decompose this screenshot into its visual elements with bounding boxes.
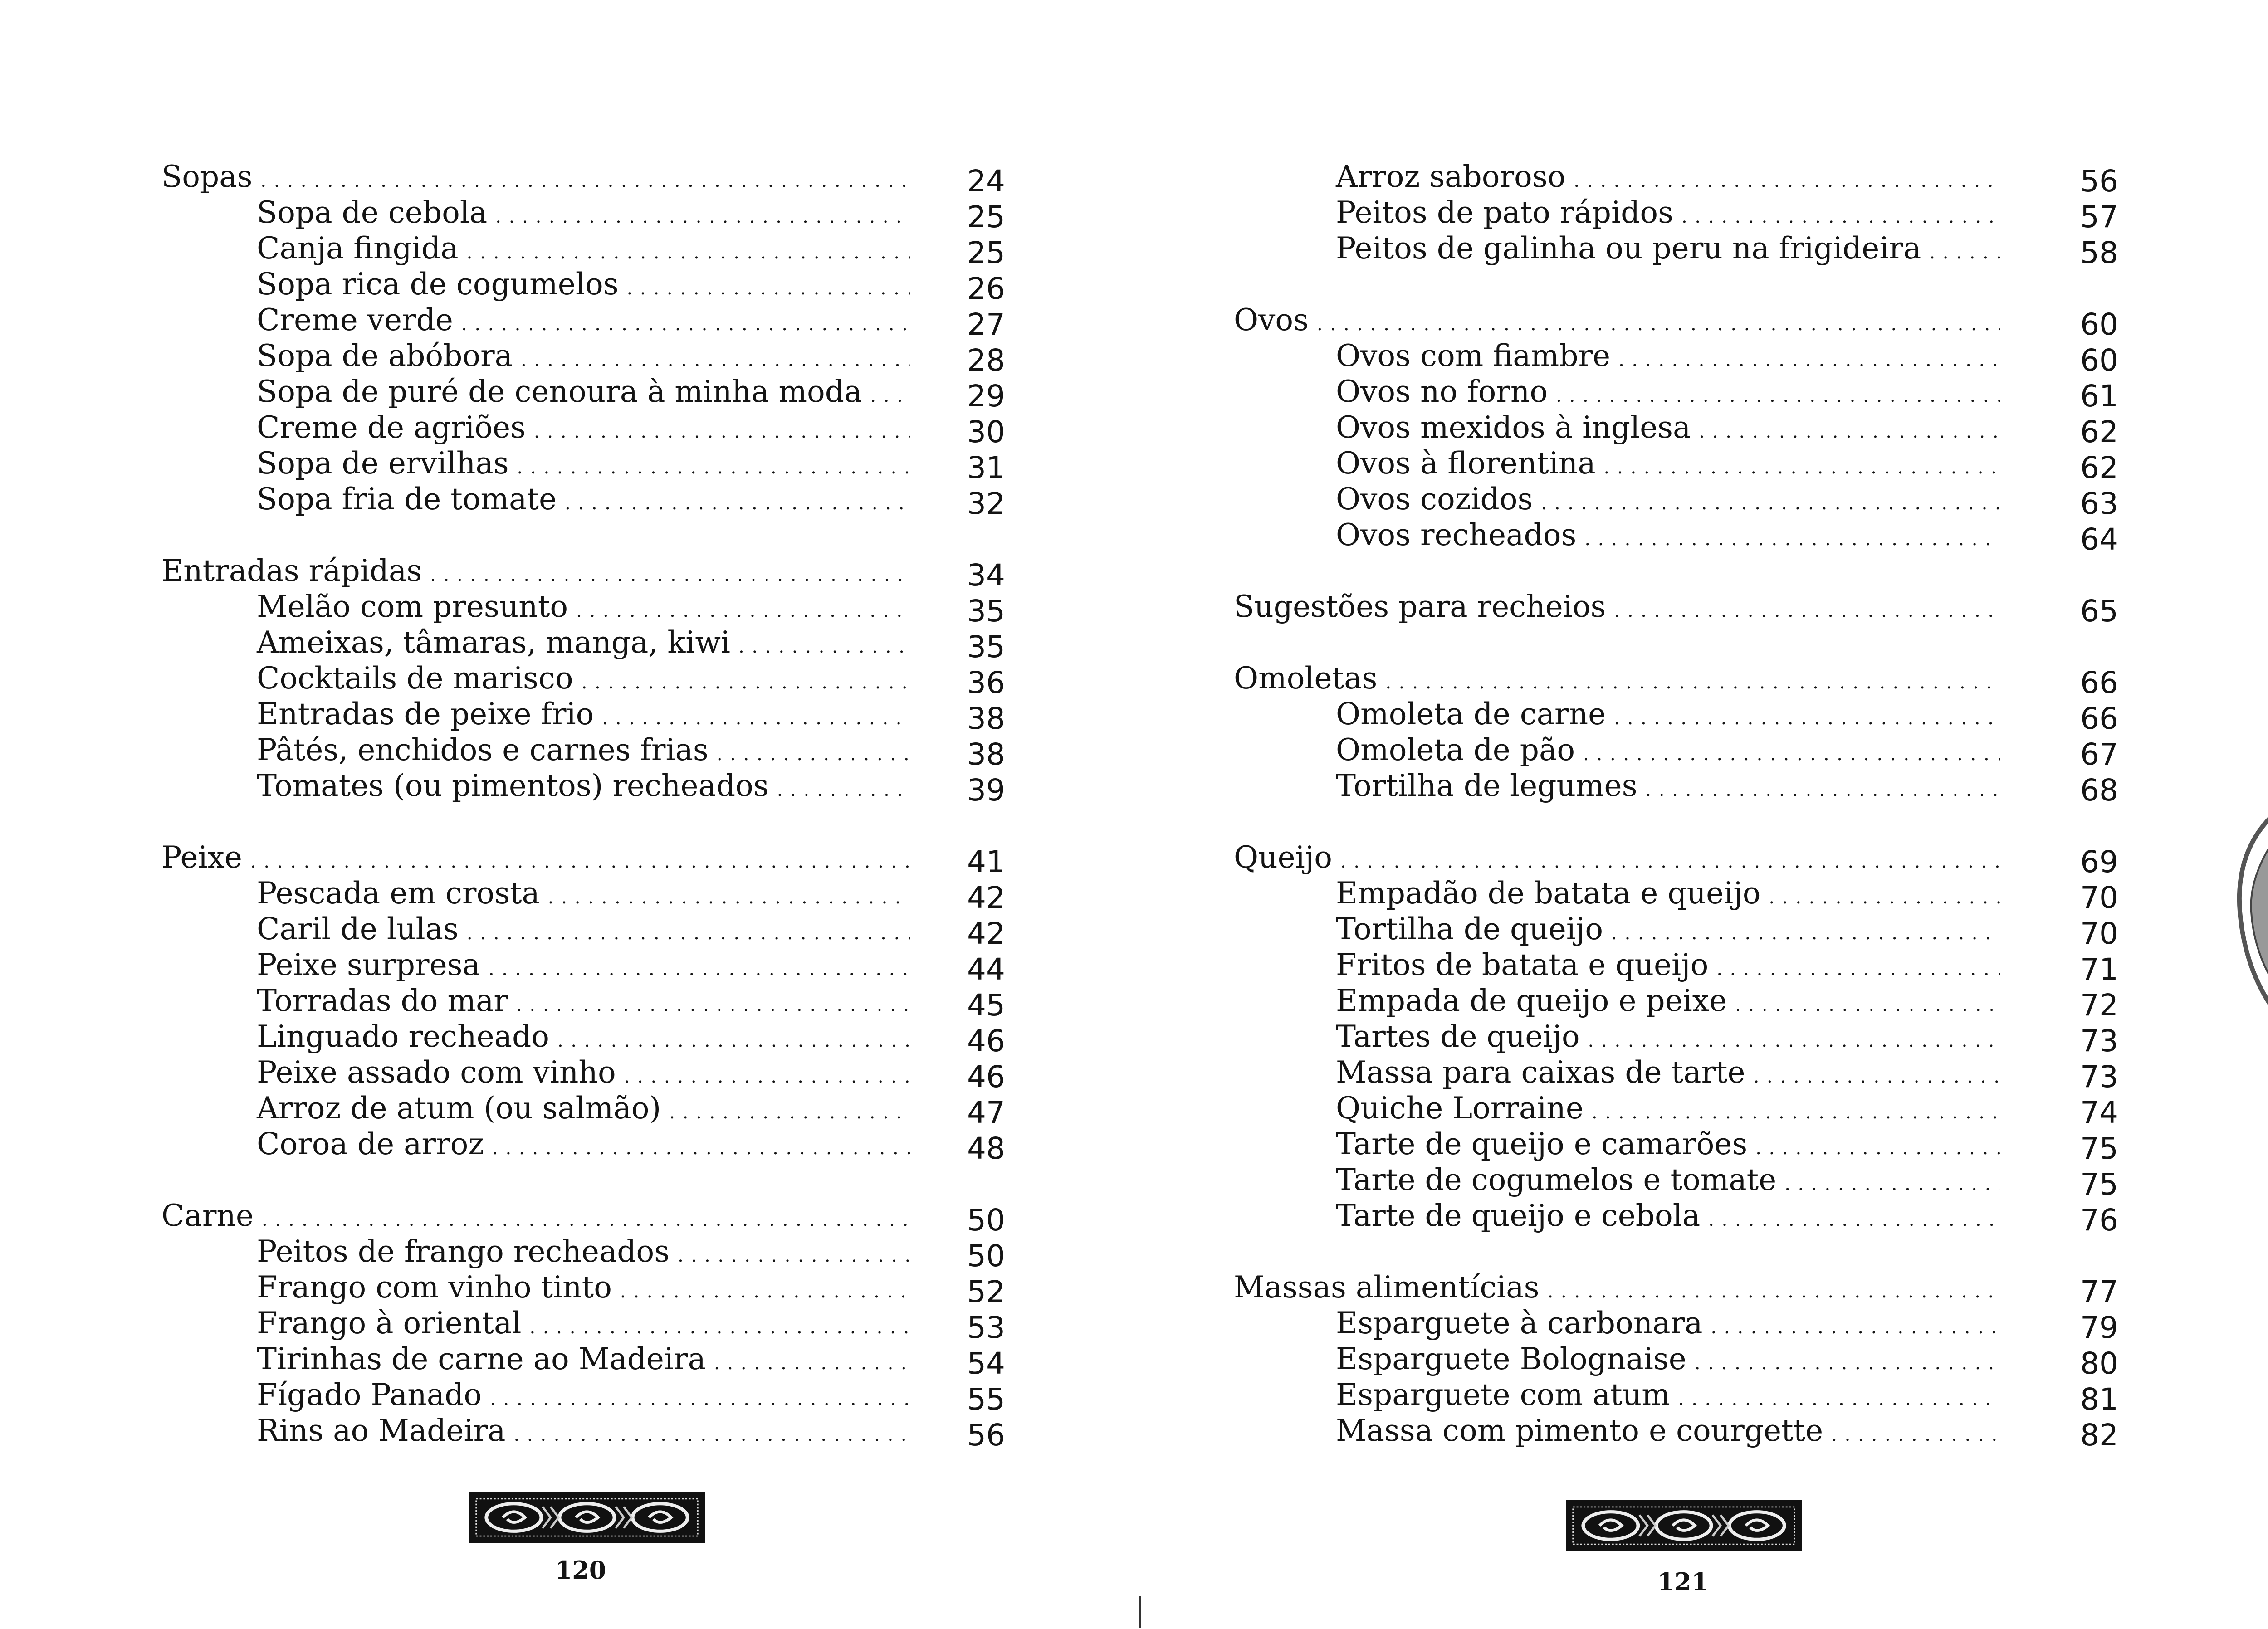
dot-leader — [565, 481, 910, 522]
toc-subentry — [1234, 1091, 2209, 1131]
table-of-contents-left — [161, 159, 1023, 1453]
toc-entry-page: 27 — [967, 307, 1005, 342]
toc-entry-page: 25 — [967, 200, 1005, 234]
toc-entry-page: 24 — [967, 164, 1005, 199]
toc-entry-page: 68 — [2080, 773, 2118, 808]
toc-entry-label: Melão com presunto — [257, 589, 568, 624]
toc-entry-label: Pescada em crosta — [257, 876, 540, 911]
toc-entry-page: 38 — [967, 701, 1005, 736]
toc-subentry — [1234, 231, 2209, 271]
toc-entry-page: 44 — [967, 952, 1005, 987]
page-number-left: 120 — [555, 1556, 606, 1585]
toc-subentry — [161, 876, 1023, 916]
toc-entry-label: Ovos — [1234, 302, 1309, 337]
toc-entry-page: 56 — [967, 1418, 1005, 1453]
dot-leader — [1583, 732, 2000, 772]
toc-entry-page: 69 — [2080, 844, 2118, 879]
dot-leader — [582, 660, 910, 701]
dot-leader — [1614, 696, 2000, 736]
dot-leader — [1754, 1054, 2000, 1095]
toc-entry-label: Tortilha de queijo — [1336, 912, 1603, 946]
toc-subentry — [1234, 338, 2209, 378]
dot-leader — [1755, 1126, 2000, 1166]
toc-entry-page: 41 — [967, 844, 1005, 879]
toc-entry-label: Tarte de queijo e camarões — [1336, 1127, 1748, 1161]
toc-entry-page: 60 — [2080, 343, 2118, 378]
dot-leader — [714, 1341, 910, 1381]
dot-leader — [1716, 947, 2000, 987]
toc-entry-page: 61 — [2080, 379, 2118, 414]
toc-subentry — [161, 1091, 1023, 1131]
toc-entry-label: Ovos recheados — [1336, 517, 1577, 552]
toc-subentry — [161, 482, 1023, 522]
toc-entry-label: Tartes de queijo — [1336, 1019, 1580, 1054]
dot-leader — [557, 1019, 910, 1059]
toc-entry-page: 39 — [967, 773, 1005, 808]
toc-entry-label: Torradas do mar — [257, 983, 508, 1018]
dot-leader — [489, 947, 910, 987]
dot-leader — [467, 911, 910, 951]
toc-entry-page: 63 — [2080, 486, 2118, 521]
toc-entry-page: 71 — [2080, 952, 2118, 987]
toc-subentry — [161, 267, 1023, 307]
dot-leader — [490, 1377, 910, 1417]
toc-subentry — [1234, 983, 2209, 1023]
toc-section-heading — [161, 840, 1023, 880]
toc-subentry — [1234, 1019, 2209, 1059]
toc-entry-label: Esparguete Bolognaise — [1336, 1341, 1686, 1376]
toc-entry-page: 70 — [2080, 916, 2118, 951]
dot-leader — [738, 624, 910, 665]
toc-entry-page: 53 — [967, 1310, 1005, 1345]
toc-entry-page: 74 — [2080, 1095, 2118, 1130]
toc-section-heading — [1234, 840, 2209, 880]
toc-entry-label: Fritos de batata e queijo — [1336, 947, 1709, 982]
toc-entry-page: 70 — [2080, 880, 2118, 915]
dot-leader — [495, 195, 910, 235]
toc-entry-label: Peitos de frango recheados — [257, 1234, 670, 1269]
toc-entry-label: Caril de lulas — [257, 912, 459, 946]
toc-entry-page: 55 — [967, 1382, 1005, 1417]
dot-leader — [717, 732, 910, 772]
dot-leader — [548, 875, 910, 916]
toc-entry-label: Massa com pimento e courgette — [1336, 1413, 1823, 1448]
dot-leader — [1678, 1377, 2000, 1417]
dot-leader — [529, 1305, 910, 1346]
toc-entry-label: Peitos de galinha ou peru na frigideira — [1336, 231, 1921, 266]
toc-entry-page: 57 — [2080, 200, 2118, 234]
toc-subentry — [161, 732, 1023, 772]
toc-entry-label: Omoletas — [1234, 661, 1378, 696]
toc-section-heading — [1234, 302, 2209, 342]
toc-entry-page: 48 — [967, 1131, 1005, 1166]
toc-subentry — [161, 446, 1023, 486]
toc-subentry — [161, 625, 1023, 665]
toc-entry-page: 30 — [967, 415, 1005, 449]
toc-entry-label: Peixe assado com vinho — [257, 1055, 616, 1090]
toc-entry-label: Tomates (ou pimentos) recheados — [257, 768, 769, 803]
toc-subentry — [161, 589, 1023, 629]
toc-entry-label: Ovos mexidos à inglesa — [1336, 410, 1691, 445]
toc-entry-label: Tarte de queijo e cebola — [1336, 1198, 1701, 1233]
dot-leader — [1699, 410, 2000, 450]
dot-leader — [1708, 1198, 2000, 1238]
toc-entry-label: Ovos com fiambre — [1336, 338, 1611, 373]
toc-entry-label: Cocktails de marisco — [257, 661, 573, 696]
toc-entry-label: Empada de queijo e peixe — [1336, 983, 1727, 1018]
toc-subentry — [161, 231, 1023, 271]
toc-subentry — [1234, 912, 2209, 951]
dot-leader — [1681, 195, 2000, 235]
toc-entry-page: 56 — [2080, 164, 2118, 199]
dot-leader — [461, 302, 910, 342]
toc-section-heading — [1234, 661, 2209, 701]
toc-subentry — [161, 1377, 1023, 1417]
dot-leader — [1645, 768, 2000, 808]
page-edge-clip-icon — [2226, 816, 2268, 1007]
toc-entry-label: Tirinhas de carne ao Madeira — [257, 1341, 706, 1376]
dot-leader — [262, 1198, 910, 1238]
toc-entry-page: 38 — [967, 737, 1005, 772]
toc-entry-label: Tarte de cogumelos e tomate — [1336, 1162, 1777, 1197]
toc-entry-label: Omoleta de carne — [1336, 697, 1606, 732]
toc-entry-page: 54 — [967, 1346, 1005, 1381]
toc-entry-label: Peixe — [161, 840, 242, 875]
toc-subentry — [161, 983, 1023, 1023]
toc-entry-page: 64 — [2080, 522, 2118, 557]
dot-leader — [624, 1054, 910, 1095]
toc-subentry — [161, 1306, 1023, 1346]
toc-subentry — [1234, 947, 2209, 987]
toc-section-heading — [1234, 589, 2209, 629]
toc-subentry — [161, 1413, 1023, 1453]
toc-entry-label: Massas alimentícias — [1234, 1270, 1540, 1305]
toc-entry-label: Quiche Lorraine — [1336, 1091, 1584, 1126]
toc-subentry — [1234, 697, 2209, 736]
toc-entry-page: 28 — [967, 343, 1005, 378]
toc-section-heading — [161, 553, 1023, 593]
dot-leader — [1695, 1341, 2000, 1381]
toc-entry-label: Entradas de peixe frio — [257, 697, 594, 732]
dot-leader — [1611, 911, 2000, 951]
toc-entry-page: 62 — [2080, 415, 2118, 449]
dot-leader — [1604, 445, 2000, 486]
toc-entry-label: Sopa de abóbora — [257, 338, 513, 373]
toc-subentry — [1234, 482, 2209, 522]
toc-entry-label: Ovos à florentina — [1336, 446, 1596, 481]
toc-subentry — [161, 195, 1023, 235]
dot-leader — [1588, 1019, 2000, 1059]
toc-subentry — [1234, 1055, 2209, 1095]
decorative-swirl-band-icon — [1566, 1500, 1802, 1551]
toc-entry-page: 66 — [2080, 665, 2118, 700]
toc-entry-label: Empadão de batata e queijo — [1336, 876, 1761, 911]
toc-entry-label: Creme de agriões — [257, 410, 526, 445]
toc-entry-page: 75 — [2080, 1131, 2118, 1166]
dot-leader — [1541, 481, 2000, 522]
toc-subentry — [161, 338, 1023, 378]
toc-entry-label: Sopa de cebola — [257, 195, 488, 230]
toc-subentry — [1234, 446, 2209, 486]
toc-entry-label: Sopa de puré de cenoura à minha moda — [257, 374, 862, 409]
toc-entry-page: 67 — [2080, 737, 2118, 772]
toc-subentry — [161, 410, 1023, 450]
toc-entry-page: 72 — [2080, 988, 2118, 1023]
toc-subentry — [1234, 159, 2209, 199]
dot-leader — [492, 1126, 910, 1166]
toc-entry-page: 58 — [2080, 235, 2118, 270]
toc-entry-page: 42 — [967, 916, 1005, 951]
toc-entry-page: 81 — [2080, 1382, 2118, 1417]
toc-subentry — [161, 912, 1023, 951]
toc-entry-page: 29 — [967, 379, 1005, 414]
toc-subentry — [161, 302, 1023, 342]
dot-leader — [513, 1413, 910, 1453]
toc-entry-page: 34 — [967, 558, 1005, 593]
dot-leader — [870, 374, 910, 414]
page-number-right: 121 — [1657, 1567, 1709, 1596]
toc-subentry — [161, 1234, 1023, 1274]
spine-mark — [1139, 1596, 1141, 1628]
toc-subentry — [161, 1127, 1023, 1166]
dot-leader — [1317, 302, 2000, 342]
dot-leader — [669, 1090, 910, 1131]
dot-leader — [1385, 660, 2000, 701]
dot-leader — [1592, 1090, 2000, 1131]
toc-entry-page: 36 — [967, 665, 1005, 700]
dot-leader — [777, 768, 910, 808]
toc-subentry — [1234, 1162, 2209, 1202]
toc-entry-page: 35 — [967, 629, 1005, 664]
toc-subentry — [1234, 876, 2209, 916]
dot-leader — [1784, 1162, 2000, 1202]
toc-subentry — [161, 1270, 1023, 1310]
dot-leader — [516, 983, 910, 1023]
toc-subentry — [1234, 1377, 2209, 1417]
toc-entry-page: 31 — [967, 450, 1005, 485]
dot-leader — [627, 266, 910, 307]
dot-leader — [467, 230, 910, 271]
toc-entry-label: Peixe surpresa — [257, 947, 480, 982]
toc-entry-label: Arroz de atum (ou salmão) — [257, 1091, 661, 1126]
toc-entry-label: Arroz saboroso — [1336, 159, 1566, 194]
dot-leader — [250, 839, 910, 880]
toc-entry-label: Linguado recheado — [257, 1019, 549, 1054]
toc-entry-label: Massa para caixas de tarte — [1336, 1055, 1745, 1090]
dot-leader — [1831, 1413, 2000, 1453]
toc-subentry — [1234, 1341, 2209, 1381]
toc-entry-label: Ovos no forno — [1336, 374, 1548, 409]
toc-entry-label: Sopa fria de tomate — [257, 482, 557, 517]
right-page — [1136, 0, 2268, 1629]
toc-subentry — [161, 1055, 1023, 1095]
toc-subentry — [161, 1019, 1023, 1059]
toc-entry-label: Entradas rápidas — [161, 553, 422, 588]
dot-leader — [602, 696, 910, 736]
toc-entry-page: 46 — [967, 1024, 1005, 1058]
toc-entry-page: 65 — [2080, 594, 2118, 629]
table-of-contents-right — [1234, 159, 2209, 1453]
section-gap — [1234, 808, 2209, 844]
dot-leader — [534, 410, 910, 450]
dot-leader — [576, 589, 910, 629]
toc-entry-label: Tortilha de legumes — [1336, 768, 1637, 803]
section-gap — [1234, 557, 2209, 593]
toc-entry-page: 46 — [967, 1059, 1005, 1094]
dot-leader — [1340, 839, 2000, 880]
toc-entry-page: 66 — [2080, 701, 2118, 736]
toc-subentry — [1234, 1413, 2209, 1453]
toc-entry-page: 76 — [2080, 1203, 2118, 1238]
dot-leader — [517, 445, 910, 486]
toc-entry-label: Peitos de pato rápidos — [1336, 195, 1673, 230]
dot-leader — [430, 553, 910, 593]
decorative-swirl-band-icon — [469, 1492, 705, 1543]
toc-section-heading — [161, 1198, 1023, 1238]
toc-entry-page: 26 — [967, 271, 1005, 306]
toc-subentry — [1234, 410, 2209, 450]
toc-entry-label: Canja fingida — [257, 231, 459, 266]
toc-entry-page: 73 — [2080, 1024, 2118, 1058]
toc-entry-label: Ovos cozidos — [1336, 482, 1533, 517]
toc-entry-page: 80 — [2080, 1346, 2118, 1381]
section-gap — [1234, 1238, 2209, 1274]
toc-subentry — [161, 374, 1023, 414]
toc-subentry — [1234, 517, 2209, 557]
toc-entry-page: 25 — [967, 235, 1005, 270]
toc-entry-page: 52 — [967, 1274, 1005, 1309]
dot-leader — [1614, 589, 2000, 629]
toc-entry-label: Frango à oriental — [257, 1306, 522, 1341]
toc-entry-page: 73 — [2080, 1059, 2118, 1094]
toc-entry-label: Esparguete à carbonara — [1336, 1306, 1703, 1341]
dot-leader — [1556, 374, 2000, 414]
toc-subentry — [161, 768, 1023, 808]
toc-subentry — [1234, 1198, 2209, 1238]
toc-entry-label: Sopa de ervilhas — [257, 446, 509, 481]
toc-entry-page: 60 — [2080, 307, 2118, 342]
toc-entry-label: Esparguete com atum — [1336, 1377, 1670, 1412]
toc-entry-page: 79 — [2080, 1310, 2118, 1345]
toc-subentry — [1234, 1127, 2209, 1166]
section-gap — [1234, 271, 2209, 307]
toc-entry-page: 50 — [967, 1239, 1005, 1273]
section-gap — [161, 522, 1023, 557]
toc-entry-page: 50 — [967, 1203, 1005, 1238]
dot-leader — [1584, 517, 2000, 557]
dot-leader — [260, 159, 910, 199]
dot-leader — [1769, 875, 2000, 916]
toc-subentry — [161, 697, 1023, 736]
toc-entry-page: 62 — [2080, 450, 2118, 485]
toc-entry-page: 75 — [2080, 1167, 2118, 1202]
toc-subentry — [1234, 1306, 2209, 1346]
dot-leader — [1929, 230, 2000, 271]
dot-leader — [521, 338, 910, 378]
toc-entry-label: Creme verde — [257, 302, 453, 337]
toc-subentry — [161, 1341, 1023, 1381]
toc-entry-label: Pâtés, enchidos e carnes frias — [257, 732, 709, 767]
toc-entry-label: Frango com vinho tinto — [257, 1270, 612, 1305]
toc-entry-label: Omoleta de pão — [1336, 732, 1575, 767]
toc-entry-page: 32 — [967, 486, 1005, 521]
toc-entry-page: 47 — [967, 1095, 1005, 1130]
dot-leader — [1618, 338, 2000, 378]
toc-entry-page: 77 — [2080, 1274, 2118, 1309]
dot-leader — [1574, 159, 2000, 199]
toc-entry-page: 42 — [967, 880, 1005, 915]
toc-entry-label: Sugestões para recheios — [1234, 589, 1606, 624]
toc-subentry — [161, 947, 1023, 987]
toc-subentry — [1234, 732, 2209, 772]
toc-subentry — [1234, 768, 2209, 808]
toc-subentry — [1234, 195, 2209, 235]
dot-leader — [678, 1234, 910, 1274]
toc-entry-label: Ameixas, tâmaras, manga, kiwi — [257, 625, 731, 660]
toc-entry-page: 45 — [967, 988, 1005, 1023]
toc-section-heading — [161, 159, 1023, 199]
toc-section-heading — [1234, 1270, 2209, 1310]
toc-entry-label: Rins ao Madeira — [257, 1413, 506, 1448]
section-gap — [161, 1166, 1023, 1202]
dot-leader — [620, 1269, 910, 1310]
toc-entry-label: Fígado Panado — [257, 1377, 482, 1412]
toc-entry-page: 82 — [2080, 1418, 2118, 1453]
dot-leader — [1711, 1305, 2001, 1346]
toc-entry-label: Carne — [161, 1198, 254, 1233]
toc-entry-label: Coroa de arroz — [257, 1127, 484, 1161]
section-gap — [1234, 629, 2209, 665]
dot-leader — [1735, 983, 2000, 1023]
dot-leader — [1548, 1269, 2000, 1310]
toc-entry-page: 35 — [967, 594, 1005, 629]
toc-subentry — [161, 661, 1023, 701]
section-gap — [161, 808, 1023, 844]
toc-entry-label: Queijo — [1234, 840, 1332, 875]
toc-subentry — [1234, 374, 2209, 414]
toc-entry-label: Sopas — [161, 159, 253, 194]
toc-entry-label: Sopa rica de cogumelos — [257, 267, 619, 302]
